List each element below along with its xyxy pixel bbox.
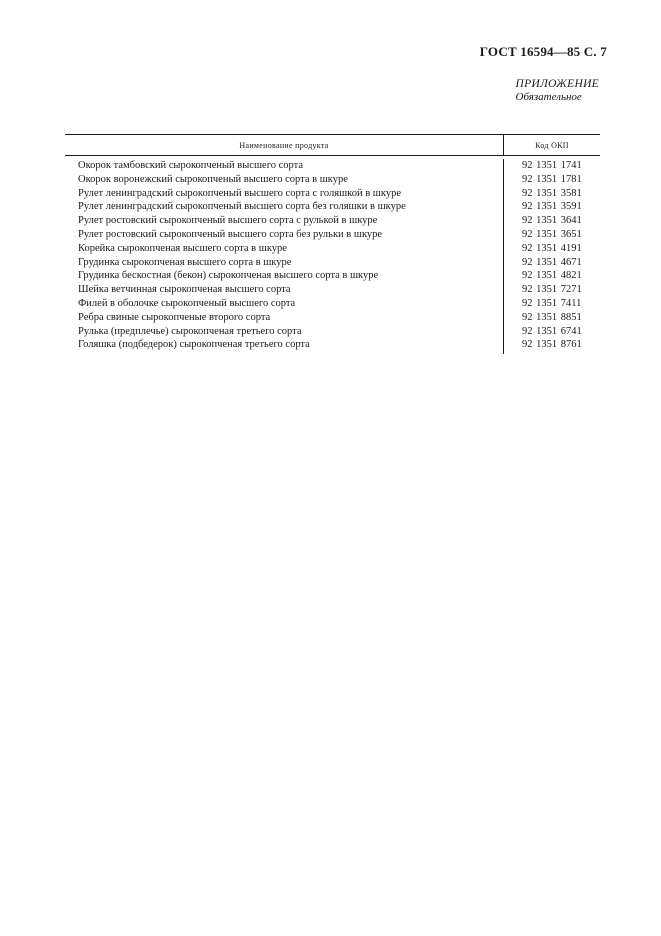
okp-code: 92 1351 3651 xyxy=(522,228,582,240)
product-name: Рулет ростовский сырокопченый высшего сорта с рулькой в шкуре xyxy=(78,215,378,227)
product-name: Корейка сырокопченая высшего сорта в шкуре xyxy=(78,242,287,254)
table-header xyxy=(65,135,600,156)
appendix-status: Обязательное xyxy=(515,91,582,103)
name-column xyxy=(65,159,503,354)
okp-code: 92 1351 3591 xyxy=(522,201,582,213)
product-name: Голяшка (подбедерок) сырокопченая третьего сорта xyxy=(78,339,310,351)
okp-code: 92 1351 4671 xyxy=(522,256,582,268)
okp-code: 92 1351 4191 xyxy=(522,242,582,254)
okp-code: 92 1351 7271 xyxy=(522,284,582,296)
okp-code: 92 1351 8761 xyxy=(522,339,582,351)
okp-code: 92 1351 8851 xyxy=(522,311,582,323)
product-name: Рулька (предплечье) сырокопченая третьего сорта xyxy=(78,325,302,337)
okp-code: 92 1351 7411 xyxy=(522,297,582,309)
product-name: Ребра свиные сырокопченые второго сорта xyxy=(78,311,271,323)
okp-code: 92 1351 1781 xyxy=(522,173,582,185)
product-name: Филей в оболочке сырокопченый высшего сорта xyxy=(78,297,296,309)
table-body xyxy=(65,156,600,354)
okp-code: 92 1351 3641 xyxy=(522,215,582,227)
product-name: Грудинка бескостная (бекон) сырокопченая высшего сорта в шкуре xyxy=(78,270,379,282)
okp-code: 92 1351 4821 xyxy=(522,270,582,282)
okp-code: 92 1351 6741 xyxy=(522,325,582,337)
product-name: Грудинка сырокопченая высшего сорта в шкуре xyxy=(78,256,292,268)
product-name: Шейка ветчинная сырокопченая высшего сорта xyxy=(78,284,291,296)
code-column xyxy=(503,159,600,354)
appendix-label: ПРИЛОЖЕНИЕ xyxy=(515,78,599,90)
okp-code: 92 1351 3581 xyxy=(522,187,582,199)
appendix-block xyxy=(516,78,599,104)
product-name: Окорок воронежский сырокопченый высшего сорта в шкуре xyxy=(78,173,348,185)
page-header: ГОСТ 16594—85 С. 7 xyxy=(479,44,607,59)
product-name: Рулет ленинградский сырокопченый высшего сорта без голяшки в шкуре xyxy=(78,201,406,213)
column-header-code: Код ОКП xyxy=(503,135,600,155)
product-name: Рулет ленинградский сырокопченый высшего сорта с голяшкой в шкуре xyxy=(78,187,401,199)
product-name: Рулет ростовский сырокопченый высшего сорта без рульки в шкуре xyxy=(78,228,383,240)
column-header-name: Наименование продукта xyxy=(239,140,329,150)
okp-code: 92 1351 1741 xyxy=(522,160,582,171)
product-name: Окорок тамбовский сырокопченый высшего сорта xyxy=(78,160,304,171)
product-table xyxy=(65,134,600,354)
